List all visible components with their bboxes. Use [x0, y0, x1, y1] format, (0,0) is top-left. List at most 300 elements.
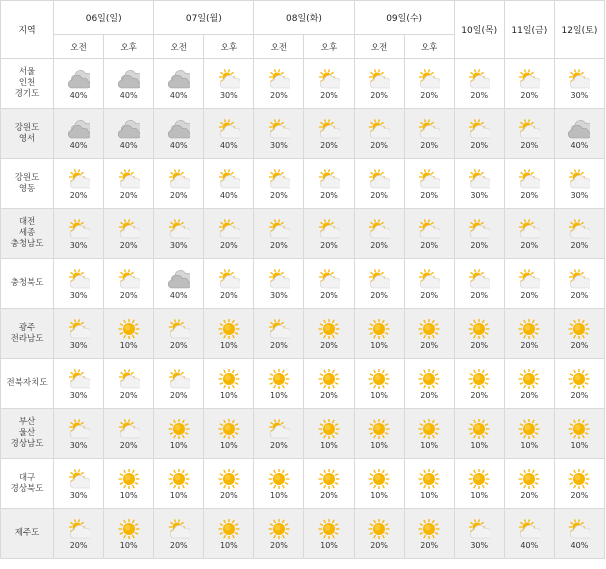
precipitation-percent: 20%: [219, 291, 238, 300]
region-name-line: 경상북도: [10, 483, 44, 494]
region-name-line: 제주도: [14, 528, 40, 538]
precipitation-percent: 20%: [270, 241, 288, 250]
sunny-icon: [418, 417, 440, 439]
cloudy-icon: [68, 117, 90, 139]
forecast-cell: [204, 459, 254, 509]
partly-cloudy-icon: [268, 167, 290, 189]
precipitation-percent: 20%: [320, 341, 338, 350]
sunny-icon: [118, 517, 140, 539]
forecast-cell: [304, 159, 354, 209]
precipitation-percent: 20%: [520, 241, 539, 250]
partly-cloudy-icon: [518, 517, 540, 539]
region-name-line: 전북자치도: [6, 378, 48, 388]
forecast-cell: [404, 109, 454, 159]
precipitation-percent: 10%: [270, 391, 288, 400]
partly-cloudy-icon: [118, 217, 140, 239]
forecast-cell: [104, 59, 154, 109]
pm-header: 오후: [104, 35, 154, 59]
partly-cloudy-icon: [118, 367, 140, 389]
partly-cloudy-icon: [68, 217, 90, 239]
partly-cloudy-icon: [118, 417, 140, 439]
region-name-line: 영동: [18, 183, 36, 194]
partly-cloudy-icon: [418, 167, 440, 189]
precipitation-percent: 20%: [320, 491, 338, 500]
precipitation-percent: 20%: [169, 341, 188, 350]
region-name-line: 부산: [18, 417, 36, 427]
precipitation-percent: 40%: [520, 541, 539, 550]
am-header: 오전: [54, 35, 104, 59]
forecast-cell: [104, 159, 154, 209]
precipitation-percent: 20%: [520, 341, 539, 350]
partly-cloudy-icon: [518, 267, 540, 289]
precipitation-percent: 20%: [420, 141, 439, 150]
sunny-icon: [568, 417, 590, 439]
forecast-cell: [154, 359, 204, 409]
forecast-cell: [254, 359, 304, 409]
forecast-cell: [554, 509, 604, 559]
partly-cloudy-icon: [218, 167, 240, 189]
region-name: [1, 359, 54, 409]
sunny-icon: [418, 367, 440, 389]
forecast-cell: [154, 259, 204, 309]
precipitation-percent: 20%: [470, 291, 489, 300]
precipitation-percent: 10%: [320, 541, 338, 550]
precipitation-percent: 30%: [470, 541, 489, 550]
precipitation-percent: 30%: [69, 341, 88, 350]
forecast-cell: [104, 359, 154, 409]
sunny-icon: [218, 317, 240, 339]
partly-cloudy-icon: [368, 67, 390, 89]
partly-cloudy-icon: [418, 267, 440, 289]
partly-cloudy-icon: [368, 117, 390, 139]
forecast-cell: [304, 309, 354, 359]
partly-cloudy-icon: [468, 167, 490, 189]
precipitation-percent: 10%: [219, 391, 238, 400]
sunny-icon: [468, 367, 490, 389]
cloudy-icon: [568, 117, 590, 139]
precipitation-percent: 10%: [219, 541, 238, 550]
sunny-icon: [318, 517, 340, 539]
forecast-cell: [204, 359, 254, 409]
precipitation-percent: 20%: [470, 241, 489, 250]
forecast-cell: [304, 109, 354, 159]
sunny-icon: [218, 417, 240, 439]
precipitation-percent: 30%: [69, 391, 88, 400]
sunny-icon: [218, 467, 240, 489]
region-name-line: 울산: [18, 428, 36, 438]
precipitation-percent: 20%: [570, 491, 589, 500]
forecast-cell: [254, 309, 304, 359]
precipitation-percent: 20%: [119, 441, 138, 450]
partly-cloudy-icon: [218, 267, 240, 289]
region-name-line: 강원도: [14, 172, 40, 183]
forecast-cell: [404, 259, 454, 309]
forecast-cell: [54, 509, 104, 559]
partly-cloudy-icon: [218, 217, 240, 239]
partly-cloudy-icon: [218, 117, 240, 139]
precipitation-percent: 20%: [169, 541, 188, 550]
partly-cloudy-icon: [468, 517, 490, 539]
forecast-cell: [54, 209, 104, 259]
forecast-cell: [504, 459, 554, 509]
partly-cloudy-icon: [268, 117, 290, 139]
region-name-line: 경상남도: [10, 439, 44, 449]
region-name: [1, 409, 54, 459]
forecast-cell: [354, 209, 404, 259]
forecast-cell: [454, 309, 504, 359]
forecast-cell: [104, 109, 154, 159]
partly-cloudy-icon: [568, 217, 590, 239]
pm-header: 오후: [404, 35, 454, 59]
precipitation-percent: 20%: [370, 241, 388, 250]
sunny-icon: [318, 417, 340, 439]
precipitation-percent: 20%: [270, 191, 288, 200]
forecast-cell: [154, 409, 204, 459]
sunny-icon: [368, 517, 390, 539]
region-name: [1, 159, 54, 209]
day-header: 07일(월): [154, 1, 254, 35]
partly-cloudy-icon: [568, 167, 590, 189]
partly-cloudy-icon: [318, 67, 340, 89]
precipitation-percent: 20%: [570, 241, 589, 250]
table-row: [1, 309, 605, 359]
partly-cloudy-icon: [268, 317, 290, 339]
table-row: [1, 159, 605, 209]
precipitation-percent: 10%: [370, 441, 388, 450]
forecast-cell: [404, 159, 454, 209]
precipitation-percent: 30%: [219, 91, 238, 100]
precipitation-percent: 10%: [370, 391, 388, 400]
region-name-line: 강원도: [14, 122, 40, 133]
region-name-line: 영서: [18, 133, 36, 144]
forecast-cell: [454, 459, 504, 509]
precipitation-percent: 20%: [69, 541, 88, 550]
precipitation-percent: 30%: [270, 141, 288, 150]
sunny-icon: [518, 467, 540, 489]
partly-cloudy-icon: [468, 217, 490, 239]
pm-header: 오후: [304, 35, 354, 59]
forecast-cell: [454, 159, 504, 209]
precipitation-percent: 20%: [270, 541, 288, 550]
forecast-cell: [54, 359, 104, 409]
precipitation-percent: 10%: [420, 491, 439, 500]
forecast-cell: [254, 409, 304, 459]
forecast-cell: [254, 459, 304, 509]
precipitation-percent: 20%: [520, 391, 539, 400]
precipitation-percent: 20%: [520, 291, 539, 300]
sunny-icon: [318, 367, 340, 389]
partly-cloudy-icon: [418, 67, 440, 89]
precipitation-percent: 20%: [370, 541, 388, 550]
sunny-icon: [368, 467, 390, 489]
sunny-icon: [468, 317, 490, 339]
precipitation-percent: 20%: [520, 91, 539, 100]
partly-cloudy-icon: [168, 317, 190, 339]
region-name-line: 충청북도: [10, 278, 44, 288]
region-name-line: 인천: [18, 78, 36, 88]
sunny-icon: [468, 467, 490, 489]
forecast-cell: [254, 509, 304, 559]
sunny-icon: [168, 417, 190, 439]
partly-cloudy-icon: [568, 267, 590, 289]
partly-cloudy-icon: [68, 317, 90, 339]
day-header: 06일(일): [54, 1, 154, 35]
sunny-icon: [118, 317, 140, 339]
forecast-cell: [304, 509, 354, 559]
precipitation-percent: 20%: [320, 141, 338, 150]
forecast-cell: [554, 409, 604, 459]
partly-cloudy-icon: [318, 117, 340, 139]
precipitation-percent: 20%: [520, 491, 539, 500]
forecast-cell: [204, 209, 254, 259]
precipitation-percent: 20%: [169, 191, 188, 200]
forecast-cell: [304, 59, 354, 109]
forecast-cell: [104, 209, 154, 259]
precipitation-percent: 20%: [420, 91, 439, 100]
sunny-icon: [568, 317, 590, 339]
region-name-line: 전라남도: [10, 333, 44, 344]
precipitation-percent: 20%: [470, 91, 489, 100]
forecast-cell: [54, 59, 104, 109]
forecast-cell: [204, 59, 254, 109]
table-row: [1, 109, 605, 159]
table-row: [1, 459, 605, 509]
region-column-header: 지역: [1, 1, 54, 59]
sunny-icon: [518, 417, 540, 439]
precipitation-percent: 10%: [570, 441, 589, 450]
precipitation-percent: 20%: [570, 341, 589, 350]
table-row: [1, 359, 605, 409]
forecast-cell: [504, 359, 554, 409]
forecast-cell: [454, 109, 504, 159]
precipitation-percent: 20%: [270, 341, 288, 350]
precipitation-percent: 10%: [470, 441, 489, 450]
precipitation-percent: 40%: [219, 141, 238, 150]
precipitation-percent: 20%: [420, 341, 439, 350]
precipitation-percent: 20%: [119, 241, 138, 250]
region-name: [1, 209, 54, 259]
pm-header: 오후: [204, 35, 254, 59]
precipitation-percent: 10%: [420, 441, 439, 450]
sunny-icon: [518, 367, 540, 389]
day-header: 09일(수): [354, 1, 454, 35]
cloudy-icon: [168, 117, 190, 139]
region-name: [1, 309, 54, 359]
forecast-cell: [254, 209, 304, 259]
partly-cloudy-icon: [468, 117, 490, 139]
region-name-line: 세종: [18, 228, 36, 238]
forecast-cell: [304, 409, 354, 459]
forecast-cell: [504, 309, 554, 359]
partly-cloudy-icon: [268, 267, 290, 289]
region-name: [1, 59, 54, 109]
precipitation-percent: 40%: [119, 91, 138, 100]
partly-cloudy-icon: [418, 217, 440, 239]
precipitation-percent: 30%: [69, 441, 88, 450]
region-name: [1, 109, 54, 159]
forecast-cell: [554, 309, 604, 359]
partly-cloudy-icon: [568, 517, 590, 539]
table-row: [1, 259, 605, 309]
forecast-cell: [154, 459, 204, 509]
partly-cloudy-icon: [68, 367, 90, 389]
forecast-cell: [154, 109, 204, 159]
precipitation-percent: 40%: [169, 91, 188, 100]
partly-cloudy-icon: [468, 67, 490, 89]
sunny-icon: [468, 417, 490, 439]
sunny-icon: [418, 517, 440, 539]
am-header: 오전: [354, 35, 404, 59]
precipitation-percent: 10%: [219, 441, 238, 450]
precipitation-percent: 20%: [420, 241, 439, 250]
forecast-cell: [304, 359, 354, 409]
partly-cloudy-icon: [68, 517, 90, 539]
forecast-cell: [204, 259, 254, 309]
precipitation-percent: 20%: [219, 241, 238, 250]
partly-cloudy-icon: [68, 267, 90, 289]
forecast-cell: [354, 159, 404, 209]
forecast-cell: [154, 159, 204, 209]
cloudy-icon: [118, 117, 140, 139]
forecast-cell: [454, 209, 504, 259]
sunny-icon: [418, 317, 440, 339]
region-name: [1, 259, 54, 309]
forecast-cell: [404, 309, 454, 359]
day-header: 08일(화): [254, 1, 354, 35]
forecast-cell: [154, 59, 204, 109]
forecast-cell: [254, 109, 304, 159]
forecast-cell: [304, 209, 354, 259]
am-header: 오전: [154, 35, 204, 59]
cloudy-icon: [168, 267, 190, 289]
table-row: [1, 409, 605, 459]
precipitation-percent: 20%: [370, 141, 388, 150]
forecast-cell: [404, 509, 454, 559]
forecast-cell: [354, 59, 404, 109]
forecast-cell: [154, 209, 204, 259]
precipitation-percent: 20%: [169, 391, 188, 400]
forecast-cell: [404, 409, 454, 459]
sunny-icon: [368, 367, 390, 389]
day-header: 12일(토): [554, 1, 604, 59]
forecast-cell: [504, 409, 554, 459]
partly-cloudy-icon: [468, 267, 490, 289]
day-header: 11일(금): [504, 1, 554, 59]
precipitation-percent: 20%: [119, 291, 138, 300]
precipitation-percent: 40%: [169, 291, 188, 300]
forecast-cell: [454, 359, 504, 409]
forecast-cell: [504, 159, 554, 209]
precipitation-percent: 10%: [169, 441, 188, 450]
partly-cloudy-icon: [168, 167, 190, 189]
precipitation-percent: 20%: [69, 191, 88, 200]
forecast-cell: [304, 259, 354, 309]
precipitation-percent: 20%: [119, 191, 138, 200]
partly-cloudy-icon: [368, 267, 390, 289]
precipitation-percent: 10%: [119, 491, 138, 500]
partly-cloudy-icon: [518, 167, 540, 189]
cloudy-icon: [68, 67, 90, 89]
day-header: 10일(목): [454, 1, 504, 59]
precipitation-percent: 30%: [470, 191, 489, 200]
forecast-cell: [204, 159, 254, 209]
precipitation-percent: 20%: [470, 391, 489, 400]
forecast-cell: [54, 309, 104, 359]
forecast-cell: [154, 309, 204, 359]
precipitation-percent: 20%: [119, 391, 138, 400]
forecast-cell: [204, 409, 254, 459]
precipitation-percent: 30%: [570, 91, 589, 100]
precipitation-percent: 30%: [169, 241, 188, 250]
sunny-icon: [368, 317, 390, 339]
precipitation-percent: 10%: [470, 491, 489, 500]
forecast-cell: [554, 359, 604, 409]
forecast-cell: [454, 409, 504, 459]
partly-cloudy-icon: [168, 517, 190, 539]
precipitation-percent: 20%: [320, 291, 338, 300]
precipitation-percent: 20%: [320, 191, 338, 200]
forecast-cell: [404, 459, 454, 509]
partly-cloudy-icon: [68, 167, 90, 189]
sunny-icon: [318, 317, 340, 339]
forecast-cell: [404, 59, 454, 109]
partly-cloudy-icon: [68, 467, 90, 489]
region-name: [1, 509, 54, 559]
precipitation-percent: 10%: [169, 491, 188, 500]
precipitation-percent: 30%: [69, 491, 88, 500]
partly-cloudy-icon: [518, 117, 540, 139]
partly-cloudy-icon: [318, 217, 340, 239]
precipitation-percent: 20%: [320, 241, 338, 250]
forecast-cell: [554, 159, 604, 209]
partly-cloudy-icon: [568, 67, 590, 89]
sunny-icon: [418, 467, 440, 489]
cloudy-icon: [168, 67, 190, 89]
forecast-cell: [504, 509, 554, 559]
sunny-icon: [218, 367, 240, 389]
forecast-cell: [104, 509, 154, 559]
forecast-cell: [54, 459, 104, 509]
forecast-body: [1, 59, 605, 559]
sunny-icon: [318, 467, 340, 489]
table-row: [1, 509, 605, 559]
forecast-cell: [154, 509, 204, 559]
region-name-line: 대구: [18, 472, 36, 483]
sunny-icon: [218, 517, 240, 539]
sunny-icon: [268, 517, 290, 539]
partly-cloudy-icon: [68, 417, 90, 439]
forecast-cell: [54, 259, 104, 309]
table-row: [1, 209, 605, 259]
precipitation-percent: 10%: [370, 341, 388, 350]
forecast-cell: [354, 109, 404, 159]
forecast-cell: [354, 509, 404, 559]
precipitation-percent: 40%: [570, 141, 589, 150]
precipitation-percent: 20%: [270, 91, 288, 100]
sunny-icon: [168, 467, 190, 489]
partly-cloudy-icon: [268, 217, 290, 239]
sunny-icon: [268, 467, 290, 489]
precipitation-percent: 20%: [370, 291, 388, 300]
precipitation-percent: 20%: [370, 191, 388, 200]
forecast-cell: [404, 359, 454, 409]
forecast-cell: [554, 109, 604, 159]
forecast-cell: [104, 409, 154, 459]
forecast-cell: [504, 59, 554, 109]
forecast-cell: [204, 109, 254, 159]
forecast-cell: [504, 209, 554, 259]
partly-cloudy-icon: [418, 117, 440, 139]
